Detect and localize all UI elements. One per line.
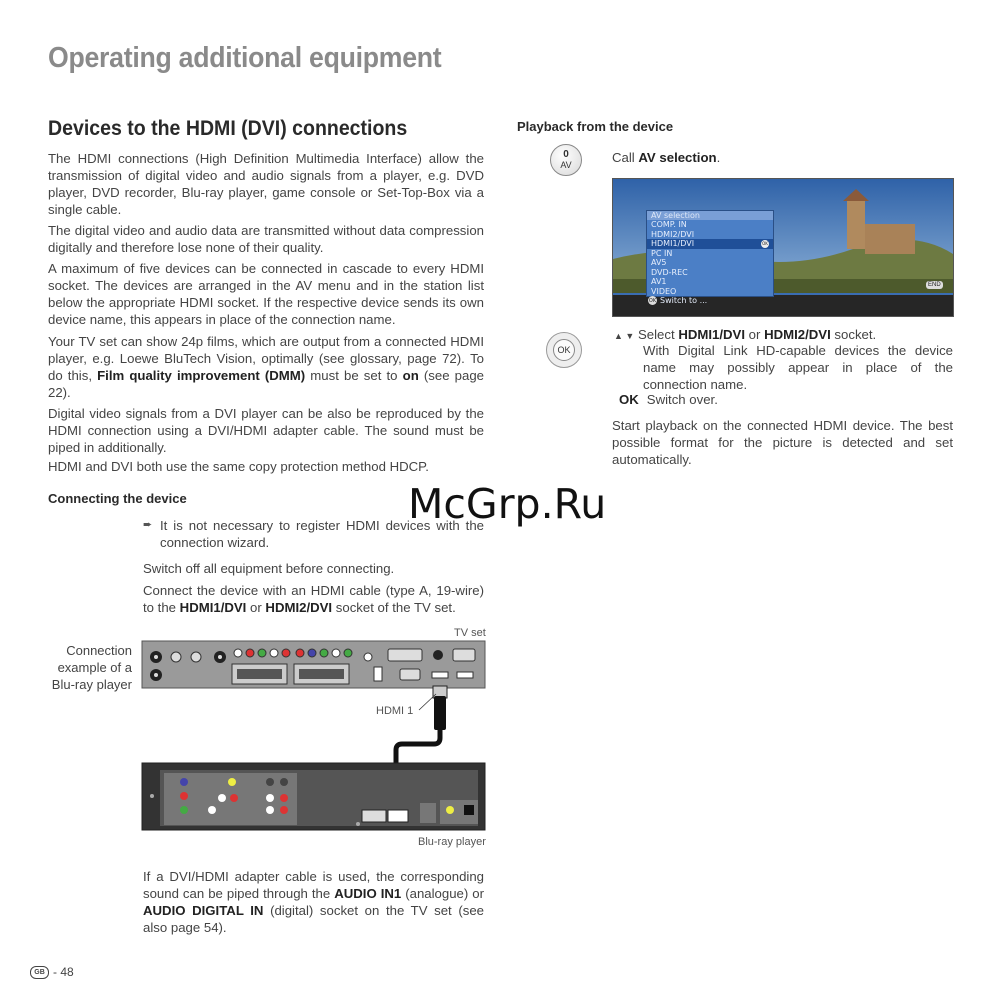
connect-text: Connect the device with an HDMI cable (type A, 19-wire) to the HDMI1/DVI or HDMI2/DVI socket of the TV set. <box>143 583 484 615</box>
dvi-paragraph: Digital video signals from a DVI player can be also be reproduced by the HDMI connection using a DVI/HDMI adapter cable. The sound must be piped in additionally. <box>48 406 484 455</box>
menu-item[interactable]: PC IN <box>651 248 673 258</box>
menu-item[interactable]: HDMI1/DVI OK <box>647 239 773 249</box>
note-item: ➨ It is not necessary to register HDMI devices with the connection wizard. <box>143 518 484 550</box>
ok-icon: OK <box>648 297 657 304</box>
language-badge: GB <box>30 966 49 979</box>
av-selection-menu <box>646 210 774 297</box>
tv-rear-panel <box>142 641 485 688</box>
av-key-icon: 0 AV <box>550 144 582 176</box>
menu-item[interactable]: AV1 <box>651 277 667 286</box>
menu-item[interactable]: VIDEO <box>651 286 677 296</box>
section-title: Devices to the HDMI (DVI) connections <box>48 117 408 140</box>
connecting-heading: Connecting the device <box>48 491 187 506</box>
intro-paragraph: The HDMI connections (High Definition Multimedia Interface) allow the transmission of digital video and audio signals from a player, e.g. DVD player, DVD recorder, Blu-ray player, game console or Set-Top-Box via a single cable. <box>48 151 484 217</box>
film-paragraph: Your TV set can show 24p films, which are output from a connected HDMI player, e.g. Loewe BluTech Vision, optimally (see glossary, page 72). To do this, Film quality improvement (DMM) must be set to on (see page 22). <box>48 334 485 400</box>
navigation-key-icon <box>546 332 582 368</box>
menu-footer: OK Switch to ... <box>648 296 708 305</box>
selected-ok-icon: OK <box>762 241 768 246</box>
hdcp-paragraph: HDMI and DVI both use the same copy protection method HDCP. <box>48 459 429 474</box>
select-text: ▲ ▼ Select HDMI1/DVI or HDMI2/DVI socket. <box>614 327 877 342</box>
playback-heading: Playback from the device <box>517 119 674 134</box>
end-button[interactable]: END <box>928 282 941 288</box>
start-playback-text: Start playback on the connected HDMI device. The best possible format for the picture is detected and set automatically. <box>612 418 953 467</box>
page-footer <box>30 965 74 979</box>
up-down-arrows-icon: ▲ ▼ <box>614 331 635 341</box>
adapter-text: If a DVI/HDMI adapter cable is used, the corresponding sound can be piped through the AUDIO IN1 (analogue) or AUDIO DIGITAL IN (digital) socket on the TV set (see also page 54). <box>143 869 484 935</box>
call-av-text: Call AV selection. <box>612 150 721 165</box>
ok-key: OK <box>553 339 575 361</box>
page-number: - 48 <box>53 965 74 979</box>
ok-switch-text: OK Switch over. <box>619 392 718 407</box>
arrow-right-icon: ➨ <box>143 519 153 531</box>
watermark: McGrp.Ru <box>408 480 607 528</box>
digital-link-text: With Digital Link HD-capable devices the device name may possibly appear in place of the connection name. <box>643 343 953 392</box>
cascade-paragraph: A maximum of five devices can be connected in cascade to every HDMI socket. The devices are arranged in the AV menu and in the station list below the appropriate HDMI socket. If the respective device sends its own device name, this appears in place of the connection name. <box>48 261 484 327</box>
menu-item[interactable]: COMP. IN <box>651 220 687 229</box>
menu-items <box>647 220 773 296</box>
connection-diagram <box>140 638 486 834</box>
tv-set-label: TV set <box>454 627 486 639</box>
menu-item[interactable]: AV5 <box>651 258 667 267</box>
compression-paragraph: The digital video and audio data are transmitted without data compression digitally and therefore lose none of their quality. <box>48 223 484 255</box>
switch-off-text: Switch off all equipment before connecting. <box>143 561 395 576</box>
hdmi1-label: HDMI 1 <box>376 705 414 717</box>
menu-item[interactable]: DVD-REC <box>651 267 688 277</box>
page-title: Operating additional equipment <box>48 42 442 74</box>
bluray-label: Blu-ray player <box>418 836 486 848</box>
menu-title: AV selection <box>647 211 773 220</box>
menu-item[interactable]: HDMI2/DVI <box>651 229 695 239</box>
diagram-caption: Connection example of a Blu-ray player <box>51 643 132 692</box>
bluray-rear-panel <box>142 763 485 830</box>
